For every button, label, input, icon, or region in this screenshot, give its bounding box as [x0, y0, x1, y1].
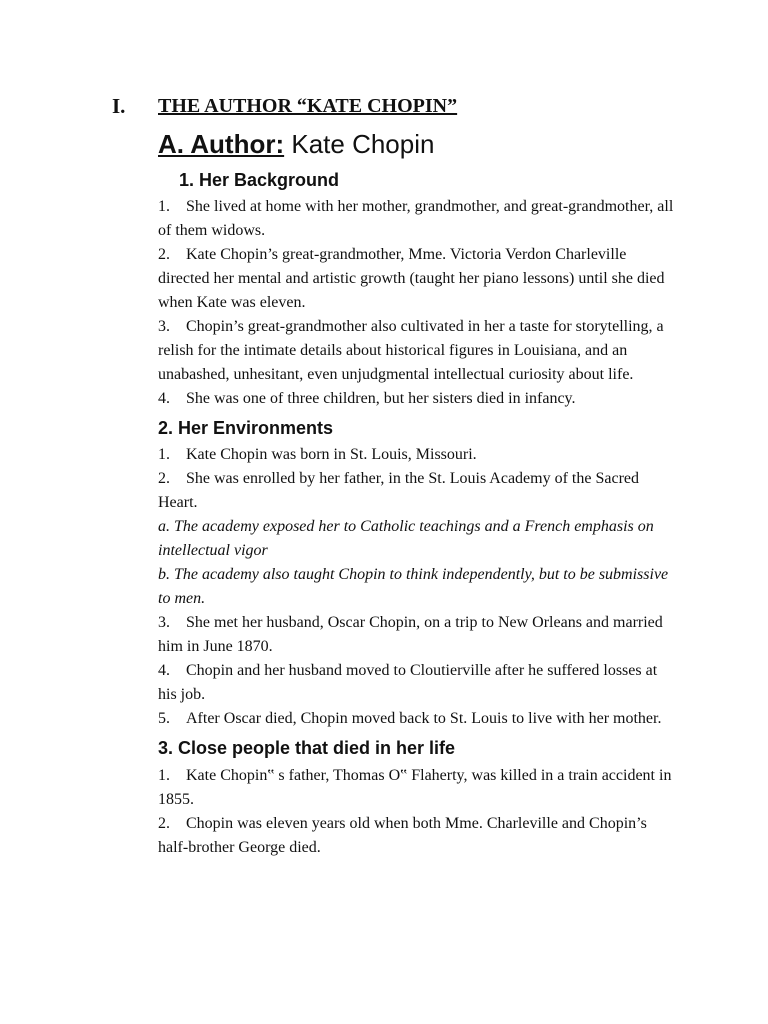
- item-number: 1.: [158, 446, 170, 463]
- sub-list-item: a. The academy exposed her to Catholic teachings and a French emphasis on intellectual vigor: [158, 518, 654, 559]
- list-item: [158, 467, 678, 515]
- background-list: [158, 195, 678, 411]
- list-item: [158, 659, 678, 707]
- item-text: After Oscar died, Chopin moved back to St. Louis to live with her mother.: [186, 710, 662, 727]
- item-text: Chopin’s great-grandmother also cultivated in her a taste for storytelling, a relish for the intimate details about historical figures in Louisiana, and an unabashed, unhesitant, even unjudgmental intellectual curiosity about life.: [158, 318, 664, 383]
- item-number: 3.: [158, 318, 170, 335]
- list-item: [158, 611, 678, 659]
- item-text: She was enrolled by her father, in the St. Louis Academy of the Sacred Heart.: [158, 470, 640, 511]
- sub-list-item: b. The academy also taught Chopin to think independently, but to be submissive to men.: [158, 566, 669, 607]
- list-item: [158, 243, 678, 315]
- item-number: 1.: [158, 198, 170, 215]
- item-text: She met her husband, Oscar Chopin, on a trip to New Orleans and married him in June 1870.: [158, 614, 663, 655]
- list-item: [158, 443, 678, 467]
- section-title: THE AUTHOR “KATE CHOPIN”: [158, 95, 458, 117]
- list-item: [158, 812, 678, 860]
- item-text: She was one of three children, but her sisters died in infancy.: [186, 390, 576, 407]
- item-text: Kate Chopin’s great-grandmother, Mme. Victoria Verdon Charleville directed her mental and artistic growth (taught her piano lessons) until she died when Kate was eleven.: [158, 246, 665, 311]
- author-label: A. Author:: [158, 129, 285, 159]
- author-line: [158, 125, 434, 163]
- section-numeral: I.: [112, 94, 126, 118]
- heading-environments: 2. Her Environments: [158, 418, 334, 438]
- item-number: 5.: [158, 710, 170, 727]
- item-text: Kate Chopin‟ s father, Thomas O‟ Flaherty, was killed in a train accident in 1855.: [158, 767, 672, 808]
- item-number: 2.: [158, 470, 170, 487]
- content-body: [158, 164, 678, 860]
- heading-background: 1. Her Background: [179, 170, 340, 190]
- item-number: 4.: [158, 662, 170, 679]
- heading-close-people: 3. Close people that died in her life: [158, 738, 456, 758]
- item-text: Chopin was eleven years old when both Mme. Charleville and Chopin’s half-brother George died.: [158, 815, 647, 856]
- item-number: 1.: [158, 767, 170, 784]
- item-number: 2.: [158, 815, 170, 832]
- list-item: [158, 315, 678, 387]
- item-text: Kate Chopin was born in St. Louis, Missouri.: [186, 446, 477, 463]
- item-number: 2.: [158, 246, 170, 263]
- list-item: [158, 387, 678, 411]
- item-number: 3.: [158, 614, 170, 631]
- list-item: [158, 764, 678, 812]
- item-number: 4.: [158, 390, 170, 407]
- item-text: Chopin and her husband moved to Cloutierville after he suffered losses at his job.: [158, 662, 658, 703]
- list-item: [158, 707, 678, 731]
- close-people-list: [158, 764, 678, 860]
- author-name: Kate Chopin: [291, 129, 435, 159]
- environments-list: [158, 443, 678, 731]
- list-item: [158, 195, 678, 243]
- item-text: She lived at home with her mother, grandmother, and great-grandmother, all of them widows.: [158, 198, 674, 239]
